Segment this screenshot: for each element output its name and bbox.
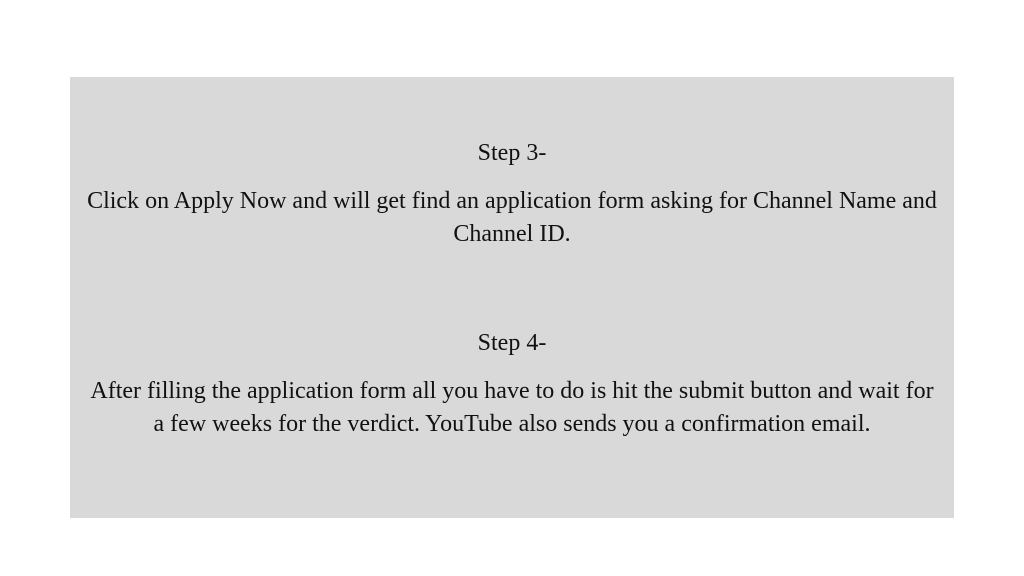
- step-4-description: After filling the application form all you have to do is hit the submit button and wait for a few weeks for the verdict. YouTube also sends you a confirmation email.: [90, 378, 934, 437]
- step-3-description: Click on Apply Now and will get find an application form asking for Channel Name and Channel ID.: [87, 188, 937, 247]
- step-3-heading: Step 3-: [477, 140, 547, 166]
- content-panel: [70, 77, 954, 518]
- step-4-heading: Step 4-: [477, 330, 547, 356]
